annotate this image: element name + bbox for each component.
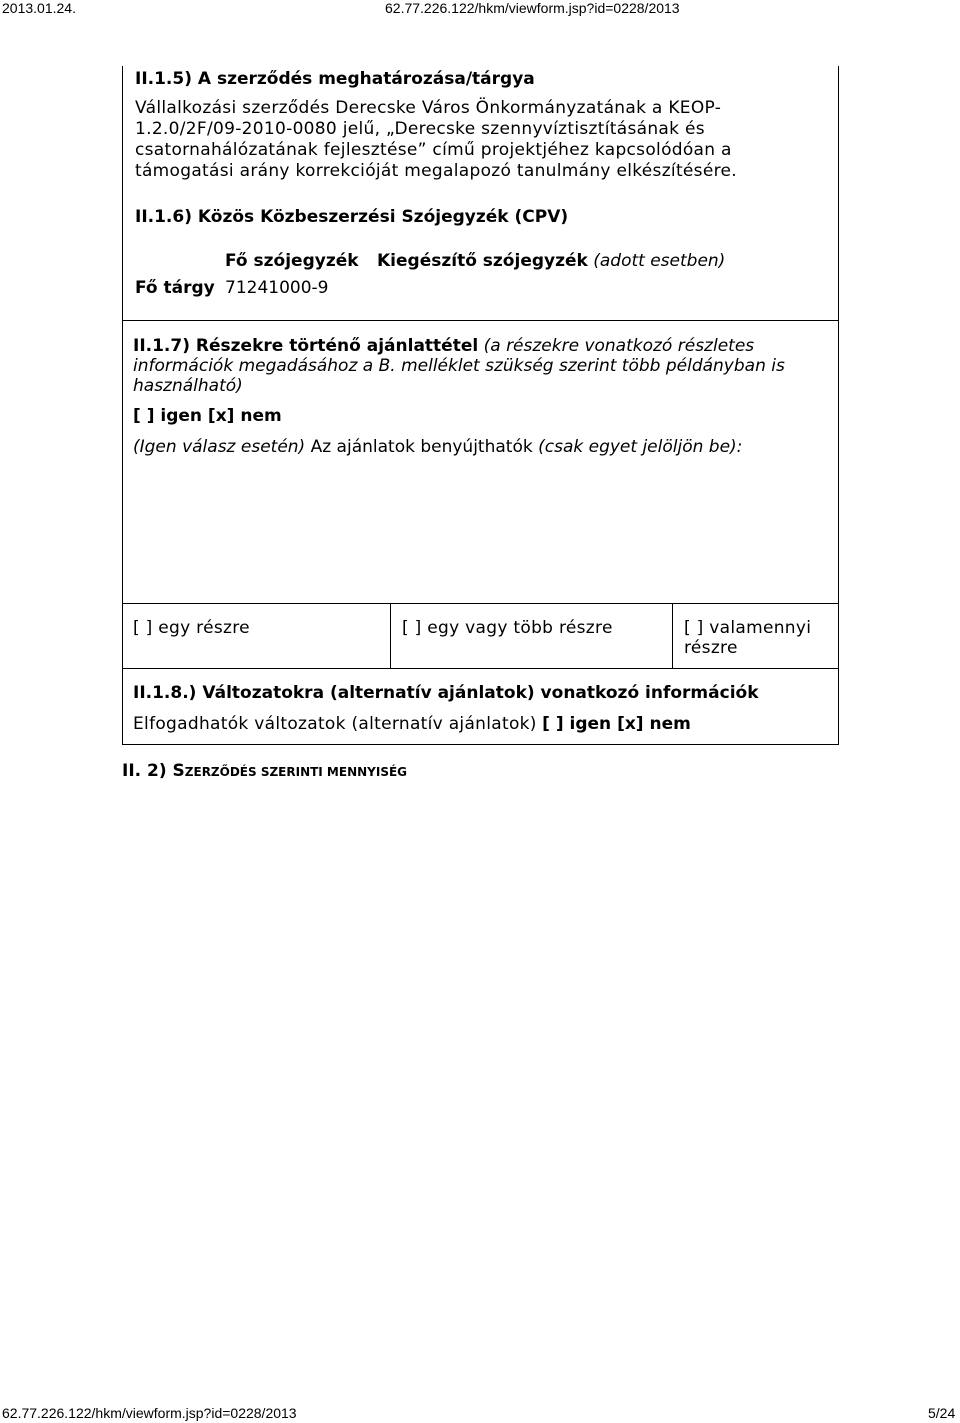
lots-note-line-3: használható) bbox=[133, 376, 243, 396]
lots-submission-prompt: (Igen válasz esetén) Az ajánlatok benyújthatók (csak egyet jelöljön be): bbox=[133, 437, 743, 457]
lots-choice: [ ] igen [x] nem bbox=[133, 406, 282, 426]
cpv-main-vocabulary-header: Fő szójegyzék bbox=[225, 251, 359, 271]
footer-url: 62.77.226.122/hkm/viewform.jsp?id=0228/2013 bbox=[2, 1405, 297, 1421]
lots-option-one-or-more: [ ] egy vagy több részre bbox=[402, 618, 613, 638]
lots-note-line-2: információk megadásához a B. melléklet szükség szerint több példányban is bbox=[133, 356, 785, 376]
section-heading-ii-1-5: II.1.5) A szerződés meghatározása/tárgya bbox=[135, 69, 535, 89]
contract-description-line-3: csatornahálózatának fejlesztése” című projektjéhez kapcsolódóan a bbox=[135, 140, 732, 160]
section-heading-ii-1-6: II.1.6) Közös Közbeszerzési Szójegyzék (CPV) bbox=[135, 207, 569, 227]
lots-table-top-border bbox=[122, 603, 839, 604]
cpv-main-object-code: 71241000-9 bbox=[225, 278, 329, 298]
contract-description-line-2: 1.2.0/2F/09-2010-0080 jelű, „Derecske szennyvíztisztításának és bbox=[135, 119, 705, 139]
contract-description-line-1: Vállalkozási szerződés Derecske Város Önkormányzatának a KEOP- bbox=[135, 98, 722, 118]
lots-table-divider-2 bbox=[672, 603, 673, 669]
lots-option-all-line-2: részre bbox=[684, 638, 738, 658]
lots-table-divider-1 bbox=[390, 603, 391, 669]
print-url: 62.77.226.122/hkm/viewform.jsp?id=0228/2013 bbox=[385, 0, 680, 16]
page-number: 5/24 bbox=[928, 1405, 956, 1421]
cpv-main-object-label: Fő tárgy bbox=[135, 278, 215, 298]
print-date: 2013.01.24. bbox=[2, 0, 76, 16]
section-heading-ii-2: II. 2) SZERZŐDÉS SZERINTI MENNYISÉG bbox=[122, 761, 408, 781]
lots-table-bottom-border bbox=[122, 668, 839, 669]
section-heading-ii-1-8: II.1.8.) Változatokra (alternatív ajánlatok) vonatkozó információk bbox=[133, 683, 759, 703]
section-heading-ii-1-7: II.1.7) Részekre történő ajánlattétel (a részekre vonatkozó részletes bbox=[133, 336, 755, 356]
variants-accepted-line: Elfogadhatók változatok (alternatív ajánlatok) [ ] igen [x] nem bbox=[133, 714, 691, 734]
cpv-supplementary-header: Kiegészítő szójegyzék (adott esetben) bbox=[377, 251, 726, 271]
section-divider bbox=[122, 320, 839, 321]
lots-option-one-lot: [ ] egy részre bbox=[133, 618, 250, 638]
contract-description-line-4: támogatási arány korrekcióját megalapozó tanulmány elkészítésére. bbox=[135, 161, 737, 181]
lots-option-all-line-1: [ ] valamennyi bbox=[684, 618, 812, 638]
